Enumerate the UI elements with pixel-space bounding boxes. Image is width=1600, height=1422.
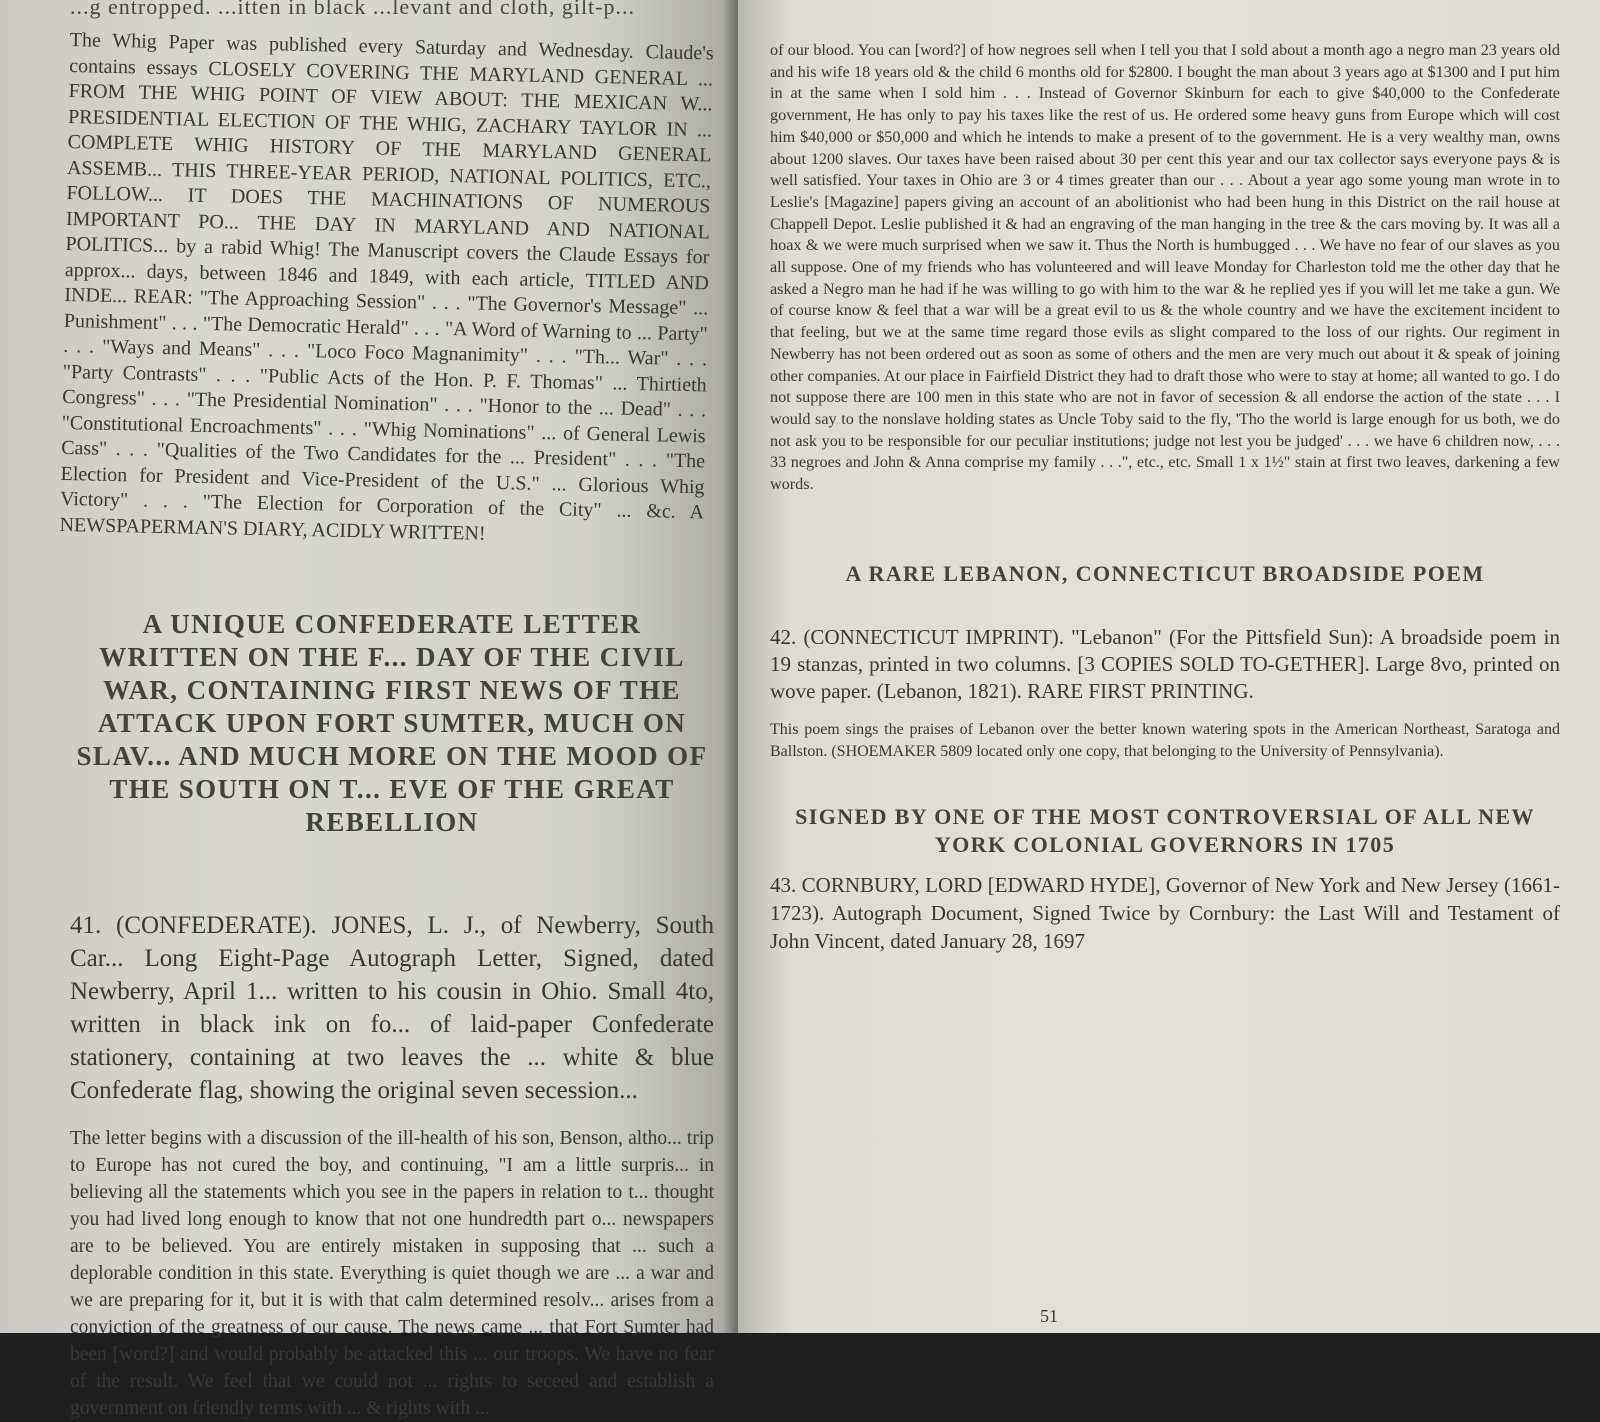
item-43-heading: SIGNED BY ONE OF THE MOST CONTROVERSIAL OF ALL NEW YORK COLONIAL GOVERNORS IN 1705: [795, 803, 1535, 857]
left-page-top-cut-text: ...g entropped. ...itten in black ...levant and cloth, gilt-p...: [70, 0, 635, 19]
item-42-entry: 42. (CONNECTICUT IMPRINT). "Lebanon" (For the Pittsfield Sun): A broadside poem in 19 stanzas, printed in two columns. [3 COPIES SOLD TO-GETHER]. Large 8vo, printed on wove paper. (Lebanon, 1821). RARE FIRST PRINTING.: [770, 624, 1560, 703]
whig-paper-description: The Whig Paper was published every Saturday and Wednesday. Claude's contains essays CLOSELY COVERING THE MARYLAND GENERAL ... FROM THE WHIG POINT OF VIEW ABOUT: THE MEXICAN W... PRESIDENTIAL ELECTION OF THE WHIG, ZACHARY TAYLOR IN ... COMPLETE WHIG HISTORY OF THE MARYLAND GENERAL ASSEMB... THIS THREE-YEAR PERIOD, NATIONAL POLITICS, ETC., FOLLOW... IT DOES THE MACHINATIONS OF NUMEROUS IMPORTANT PO... THE DAY IN MARYLAND AND NATIONAL POLITICS... by a rabid Whig! The Manuscript covers the Claude Essays for approx... days, between 1846 and 1849, with each article, TITLED AND INDE... REAR: "The Approaching Session" . . . "The Governor's Message" ... Punishment" . . . "The Democratic Herald" . . . "A Word of Warning to ... Party" . . . "Ways and Means" . . . "Loco Foco Magnanimity" . . . "Th... War" . . . "Party Contrasts" . . . "Public Acts of the Hon. P. F. Thomas" ... Thirtieth Congress" . . . "The Presidential Nomination" . . . "Honor to the ... Dead" . . . "Constitutional Encroachments" . . . "Whig Nominations" ... of General Lewis Cass" . . . "Qualities of the Two Candidates for the ... President" . . . "The Election for President and Vice-President of the U.S." ... Glorious Whig Victory" . . . "The Election for Corporation of the City" ... &c. A NEWSPAPERMAN'S DIARY, ACIDLY WRITTEN!: [59, 28, 714, 545]
page-number: 51: [1040, 1306, 1058, 1326]
item-42-description: This poem sings the praises of Lebanon over the better known watering spots in the American Northeast, Saratoga and Ballston. (SHOEMAKER 5809 located only one copy, that belonging to the University of Pennsylvania).: [770, 720, 1560, 760]
item-43-entry: 43. CORNBURY, LORD [EDWARD HYDE], Governor of New York and New Jersey (1661-1723). Autograph Document, Signed Twice by Cornbury: the Last Will and Testament of John Vincent, dated January 28, 1697: [770, 872, 1560, 953]
item-41-letter-text: The letter begins with a discussion of the ill-health of his son, Benson, altho... trip to Europe has not cured the boy, and continuing, "I am a little surpris... in believing all the statements which you see in the papers in relation to t... thought you had lived long enough to know that not one hundredth part o... newspapers are to be believed. You are entirely mistaken in supposing that ... such a deplorable condition in this state. Everything is quiet though we are ... a war and we are preparing for it, but it is with that calm determined resolv... arises from a conviction of the greatness of our cause. The news came ... that Fort Sumter had been [word?] and would probably be attacked this ... our troops. We have no fear of the result. We feel that we could not ... rights to seceed and establish a government on friendly terms with ... & rights with ...: [70, 1128, 714, 1419]
item-41-letter-continuation: of our blood. You can [word?] of how negroes sell when I tell you that I sold about a month ago a negro man 23 years old and his wife 18 years old & the child 6 months old for $2800. I bought the man about 3 years ago at $1300 and I put him in at the same when I sold him . . . Instead of Governor Skinburn for each to give $40,000 to the Confederate government, He has only to pay his taxes like the rest of us. He ordered some heavy guns from Europe which will cost him $40,000 or $50,000 and which he intends to make a present of to the government. He is a very wealthy man, owns about 1200 slaves. Our taxes have been raised about 30 per cent this year and our tax collector says everyone pays & is well satisfied. Your taxes in Ohio are 3 or 4 times greater than our . . . About a year ago some young man wrote in to Leslie's [Magazine] papers giving an account of an abolitionist who had been hung in this District on the rail house at Chappell Depot. Leslie published it & had an engraving of the man hanging in the tree & the cars moving by. It was all a hoax & we were much surprised when we saw it. Thus the North is humbugged . . . We have no fear of our slaves as you all suppose. One of my friends who has volunteered and will leave Monday for Charleston told me the other day that he asked a Negro man he had if he was willing to go with him to the war & he replied yes if you will let me take a gun. We of course know & feel that a war will be a great evil to us & the whole country and we have the excitement incident to that feeling, but we at the same time regard those evils as slight compared to the loss of our rights. Our regiment in Newberry has not been ordered out as soon as some of others and the men are very much out about it & speak of joining other companies. At our place in Fairfield District they had to draft those who were to stay at home; all wanted to go. I do not suppose there are 100 men in this state who are not in favor of secession & all endorse the action of the state . . . I would say to the nonslave holding states as Uncle Toby said to the fly, 'Tho the world is large enough for us both, we do not ask you to be responsible for our peculiar institutions; judge not lest you be judged' . . . we have 6 children now, . . . 33 negroes and John & Anna comprise my family . . .", etc., etc. Small 1 x 1½" stain at first two leaves, darkening a few words.: [770, 41, 1560, 494]
item-41-entry: 41. (CONFEDERATE). JONES, L. J., of Newberry, South Car... Long Eight-Page Autograph Letter, Signed, dated Newberry, April 1... written to his cousin in Ohio. Small 4to, written in black ink on fo... of laid-paper Confederate stationery, containing at two leaves the ... white & blue Confederate flag, showing the original seven secession...: [70, 912, 714, 1104]
right-page: [738, 0, 1600, 1333]
item-42-heading: A RARE LEBANON, CONNECTICUT BROADSIDE POEM: [845, 560, 1485, 586]
item-41-heading: A UNIQUE CONFEDERATE LETTER WRITTEN ON THE F... DAY OF THE CIVIL WAR, CONTAINING FIRST NEWS OF THE ATTACK UPON FORT SUMTER, MUCH ON SLAV... AND MUCH MORE ON THE MOOD OF THE SOUTH ON T... EVE OF THE GREAT REBELLION: [76, 609, 708, 837]
left-page: [0, 0, 738, 1419]
